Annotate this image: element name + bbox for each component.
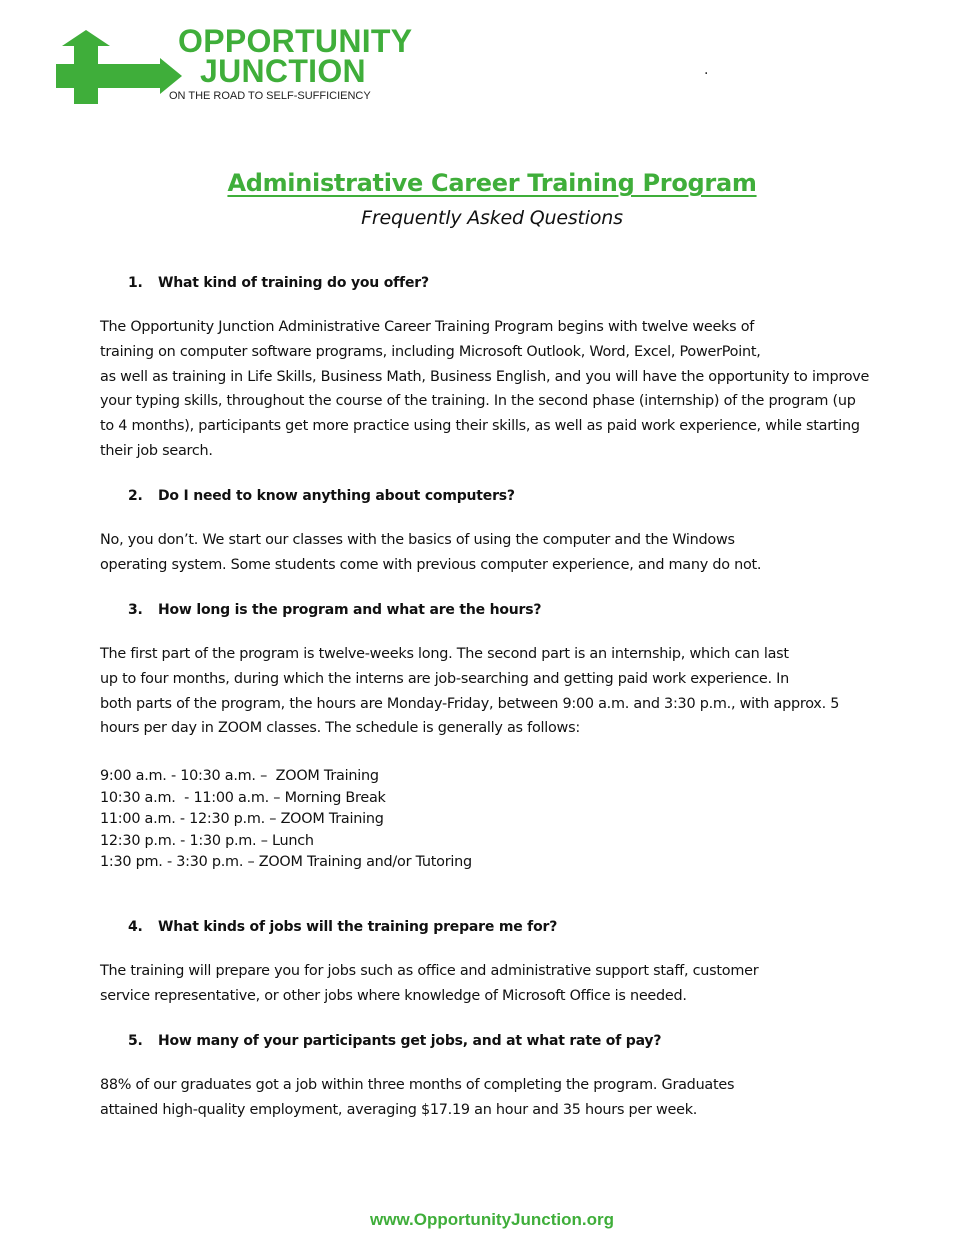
- answer-line: operating system. Some students come with previous computer experience, and many do not.: [100, 556, 762, 573]
- daily-schedule: [100, 766, 472, 874]
- road-sign-arrow-icon: [56, 28, 182, 106]
- schedule-item: 10:30 a.m. - 11:00 a.m. – Morning Break: [100, 789, 386, 806]
- answer-line: The first part of the program is twelve-weeks long. The second part is an internship, which can last: [100, 646, 789, 662]
- answer-line: your typing skills, throughout the course of the training. In the second phase (internship) of the program (up: [100, 393, 856, 410]
- schedule-item: 12:30 p.m. - 1:30 p.m. – Lunch: [100, 832, 314, 849]
- stray-mark: .: [704, 62, 709, 78]
- page-title: Administrative Career Training Program: [227, 169, 757, 197]
- schedule-item: 9:00 a.m. - 10:30 a.m. – ZOOM Training: [100, 768, 379, 784]
- answer-line: The training will prepare you for jobs such as office and administrative support staff, customer: [100, 963, 759, 979]
- answer-line: both parts of the program, the hours are Monday-Friday, between 9:00 a.m. and 3:30 p.m., with approx. 5: [100, 695, 840, 712]
- answer-line: No, you don’t. We start our classes with the basics of using the computer and the Windows: [100, 532, 735, 548]
- faq-answer-2: [100, 528, 890, 578]
- answer-line: attained high-quality employment, averaging $17.19 an hour and 35 hours per week.: [100, 1101, 698, 1118]
- answer-line: The Opportunity Junction Administrative Career Training Program begins with twelve weeks of: [100, 319, 755, 335]
- faq-answer-4: [100, 959, 890, 1009]
- faq-question-3: [128, 602, 541, 618]
- page-subtitle: Frequently Asked Questions: [361, 207, 623, 229]
- answer-line: 88% of our graduates got a job within three months of completing the program. Graduates: [100, 1077, 735, 1093]
- answer-line: to 4 months), participants get more practice using their skills, as well as paid work experience, while starting: [100, 418, 860, 435]
- question-text: What kind of training do you offer?: [158, 275, 429, 291]
- answer-line: hours per day in ZOOM classes. The schedule is generally as follows:: [100, 720, 580, 737]
- question-number: 5.: [128, 1033, 143, 1049]
- question-text: Do I need to know anything about computers?: [158, 488, 515, 504]
- faq-question-5: [128, 1033, 661, 1049]
- logo-text-line2: JUNCTION: [200, 53, 366, 89]
- footer-website-link[interactable]: www.OpportunityJunction.org: [370, 1210, 614, 1229]
- question-text: How many of your participants get jobs, and at what rate of pay?: [158, 1033, 662, 1049]
- answer-line: their job search.: [100, 442, 213, 459]
- logo-tagline: ON THE ROAD TO SELF-SUFFICIENCY: [169, 90, 371, 102]
- answer-line: service representative, or other jobs where knowledge of Microsoft Office is needed.: [100, 987, 687, 1004]
- question-number: 2.: [128, 488, 143, 504]
- logo-text-line1: OPPORTUNITY: [178, 23, 413, 59]
- question-number: 4.: [128, 919, 143, 935]
- answer-line: up to four months, during which the interns are job-searching and getting paid work experience. In: [100, 670, 790, 687]
- opportunity-junction-logo: [56, 23, 413, 106]
- answer-line: as well as training in Life Skills, Business Math, Business English, and you will have the opportunity to improve: [100, 368, 870, 385]
- faq-answer-3: [100, 642, 890, 741]
- question-number: 1.: [128, 275, 143, 291]
- question-text: How long is the program and what are the hours?: [158, 602, 542, 618]
- faq-answer-1: [100, 315, 890, 464]
- schedule-item: 1:30 pm. - 3:30 p.m. – ZOOM Training and/or Tutoring: [100, 854, 472, 871]
- faq-answer-5: [100, 1073, 890, 1123]
- question-text: What kinds of jobs will the training prepare me for?: [158, 919, 558, 935]
- faq-question-1: [128, 275, 429, 291]
- faq-question-4: [128, 919, 557, 935]
- schedule-item: 11:00 a.m. - 12:30 p.m. – ZOOM Training: [100, 811, 384, 828]
- faq-question-2: [128, 488, 515, 504]
- answer-line: training on computer software programs, including Microsoft Outlook, Word, Excel, PowerPoint,: [100, 343, 761, 360]
- question-number: 3.: [128, 602, 143, 618]
